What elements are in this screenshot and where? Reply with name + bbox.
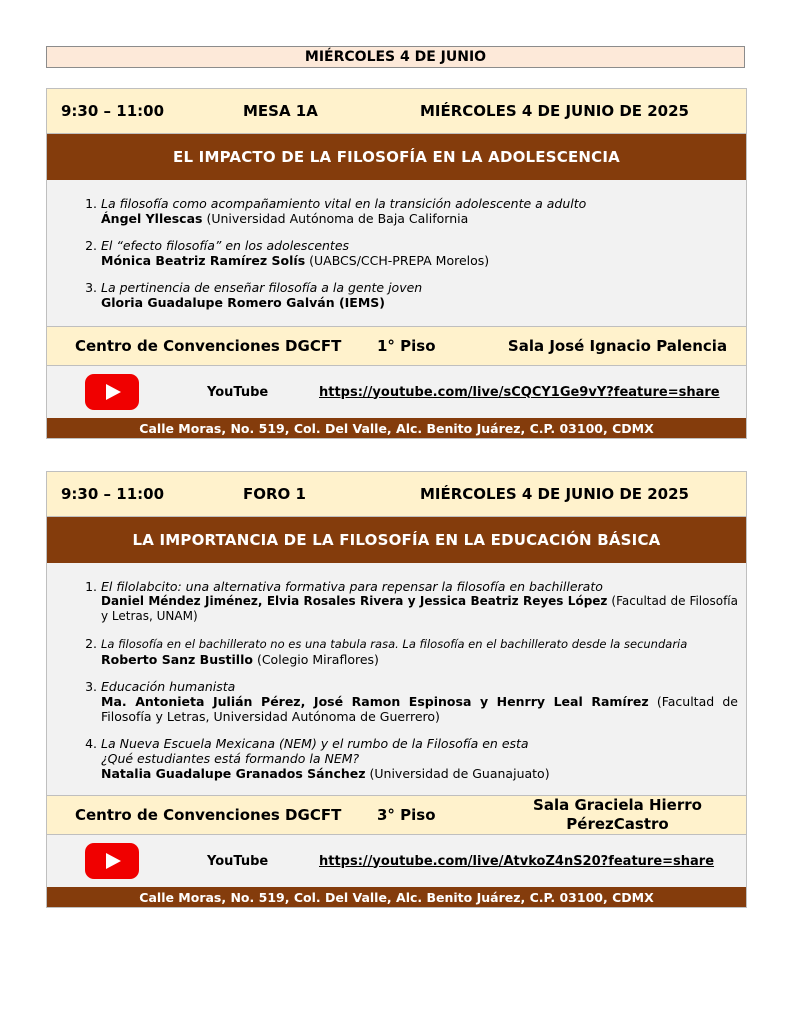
venue-row [47,796,746,835]
youtube-icon[interactable] [85,374,139,410]
talk-list [47,563,746,796]
talk-item [101,679,738,724]
talk-subtitle: ¿Qué estudiantes está formando la NEM? [101,751,360,766]
session-type: FORO 1 [243,485,306,503]
venue-room: Sala José Ignacio Palencia [507,336,728,355]
session-title: LA IMPORTANCIA DE LA FILOSOFÍA EN LA EDUCACIÓN BÁSICA [47,517,746,563]
address-bar: Calle Moras, No. 519, Col. Del Valle, Alc. Benito Juárez, C.P. 03100, CDMX [47,887,746,907]
venue-room: Sala Graciela Hierro PérezCastro [533,796,702,833]
talk-authors: Daniel Méndez Jiménez, Elvia Rosales Rivera y Jessica Beatriz Reyes López [101,594,608,608]
talk-title: 3. La pertinencia de enseñar filosofía a la gente joven [101,280,423,295]
talk-list [47,180,746,327]
talk-affiliation: (UABCS/CCH-PREPA Morelos) [305,253,490,268]
talk-item [101,196,738,226]
session-date: MIÉRCOLES 4 DE JUNIO DE 2025 [419,485,689,503]
session-title: EL IMPACTO DE LA FILOSOFÍA EN LA ADOLESCENCIA [47,134,746,180]
venue-name: Centro de Convenciones DGCFT [75,806,342,824]
talk-affiliation: (Universidad Autónoma de Baja California [202,211,469,226]
talk-authors: Gloria Guadalupe Romero Galván (IEMS) [101,295,385,310]
talk-affiliation: (Universidad de Guanajuato) [365,766,550,781]
talk-affiliation: (Colegio Miraflores) [252,652,379,667]
session-info-row [47,472,746,517]
session-block-foro-1 [46,471,747,908]
session-type: MESA 1A [243,102,318,120]
talk-title: 1. El filolabcito: una alternativa formativa para repensar la filosofía en bachillerato [101,579,603,594]
talk-affiliation: (Facultad de Filosofía y Letras, Universidad Autónoma de Guerrero) [101,694,738,724]
session-date: MIÉRCOLES 4 DE JUNIO DE 2025 [419,102,689,120]
session-block-mesa-1a [46,88,747,439]
talk-item [101,579,738,624]
stream-row [47,835,746,887]
day-header: MIÉRCOLES 4 DE JUNIO [46,46,745,68]
talk-title: 2. La filosofía en el bachillerato no es una tabula rasa. La filosofía en el bachillerato desde la secundaria [101,637,688,651]
talk-item [101,736,738,781]
venue-floor: 1° Piso [377,337,436,355]
venue-floor: 3° Piso [377,806,436,824]
talk-authors: Natalia Guadalupe Granados Sánchez [101,766,366,781]
talk-item [101,280,738,310]
talk-item [101,636,738,667]
stream-link[interactable]: https://youtube.com/live/sCQCY1Ge9vY?feature=share [319,384,720,400]
stream-link[interactable]: https://youtube.com/live/AtvkoZ4nS20?feature=share [319,853,715,869]
stream-label: YouTube [207,853,269,869]
talk-authors: Ma. Antonieta Julián Pérez, José Ramon Espinosa y Henrry Leal Ramírez [101,694,649,709]
talk-title: 3. Educación humanista [101,679,236,694]
stream-label: YouTube [207,384,269,400]
youtube-icon[interactable] [85,843,139,879]
stream-row [47,366,746,418]
talk-title: 2. El “efecto filosofía” en los adolescentes [101,238,350,253]
session-time: 9:30 – 11:00 [61,485,165,503]
talk-authors: Mónica Beatriz Ramírez Solís [101,253,306,268]
talk-authors: Roberto Sanz Bustillo [101,652,253,667]
talk-title: 1. La filosofía como acompañamiento vital en la transición adolescente a adulto [101,196,587,211]
talk-authors: Ángel Yllescas [101,211,203,226]
talk-title: 4. La Nueva Escuela Mexicana (NEM) y el rumbo de la Filosofía en esta [101,736,529,751]
venue-row [47,327,746,366]
address-bar: Calle Moras, No. 519, Col. Del Valle, Alc. Benito Juárez, C.P. 03100, CDMX [47,418,746,438]
talk-affiliation: (Facultad de Filosofía y Letras, UNAM) [101,594,738,623]
session-info-row [47,89,746,134]
session-time: 9:30 – 11:00 [61,102,165,120]
talk-item [101,238,738,268]
venue-name: Centro de Convenciones DGCFT [75,337,342,355]
